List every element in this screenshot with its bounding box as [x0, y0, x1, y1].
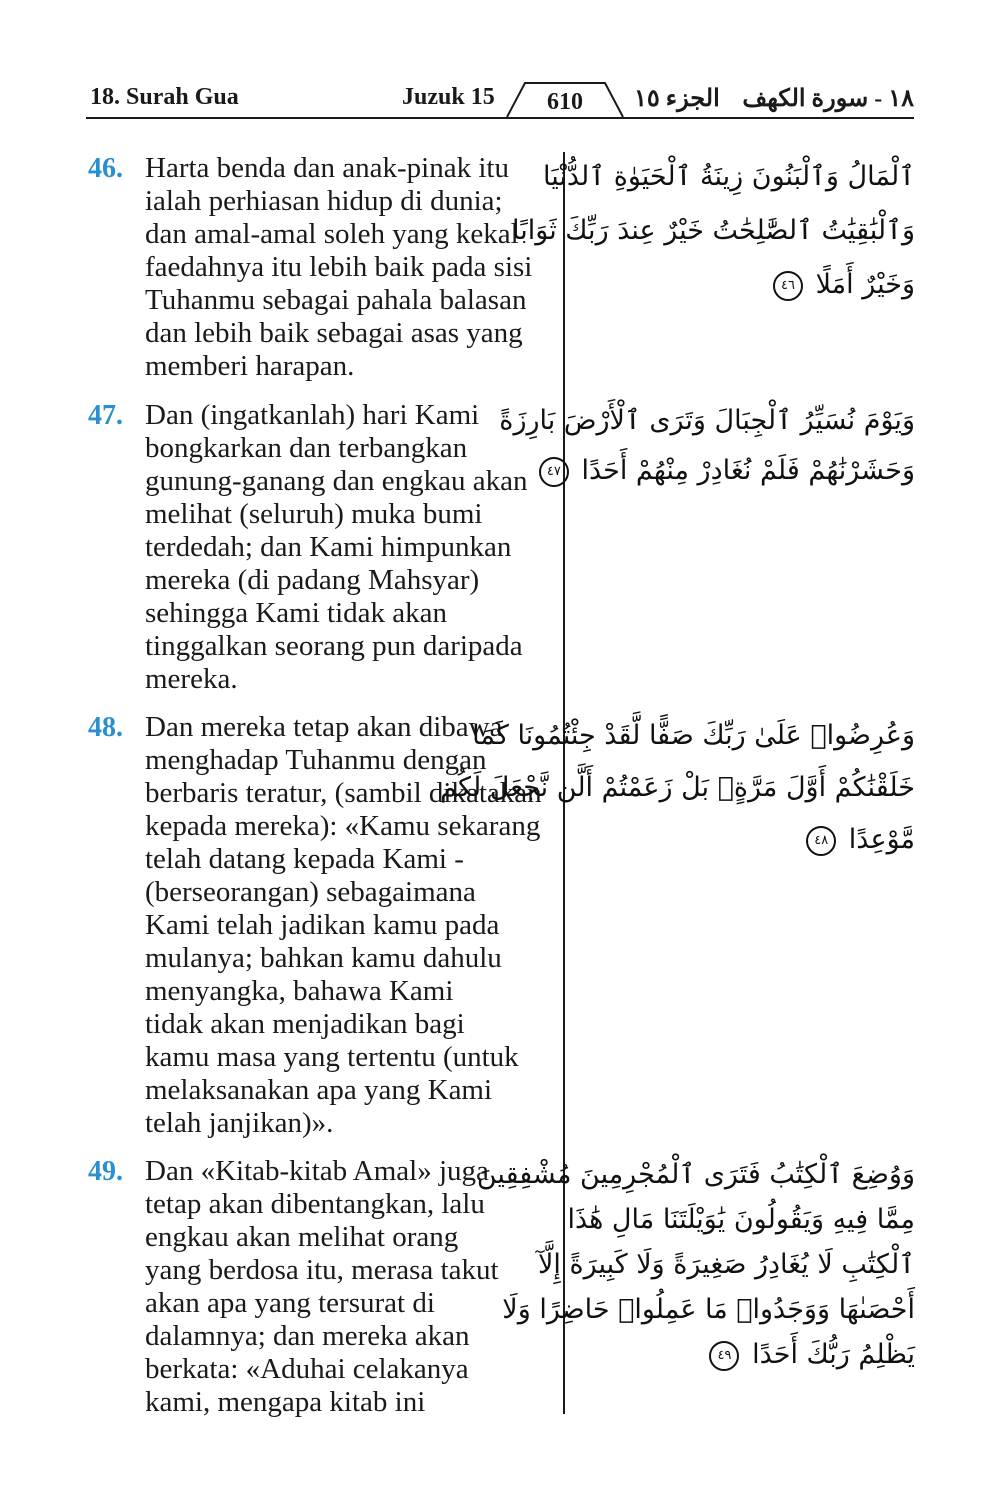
verse-line: dan amal-amal soleh yang kekal — [145, 218, 519, 250]
verse-line: tinggalkan seorang pun daripada — [145, 630, 523, 662]
arabic-line: ٱلْمَالُ وَٱلْبَنُونَ زِينَةُ ٱلْحَيَوٰةِ ٱلدُّنْيَا — [543, 161, 915, 192]
verse-number: 47. — [88, 400, 123, 431]
arabic-49 — [476, 1152, 915, 1377]
verse-line: Harta benda dan anak-pinak itu — [145, 152, 509, 184]
arabic-47 — [499, 396, 915, 496]
verse-line: telah datang kepada Kami - — [145, 843, 464, 875]
ayah-marker-icon: ٤٩ — [709, 1341, 739, 1371]
verse-line: mulanya; bahkan kamu dahulu — [145, 942, 502, 974]
verse-line: kami, mengapa kitab ini — [145, 1386, 426, 1418]
verse-line: berbaris teratur, (sambil dikatakan — [145, 777, 542, 809]
verse-number: 46. — [88, 153, 123, 184]
arabic-line: خَلَقْنَٰكُمْ أَوَّلَ مَرَّةٍۭ بَلْ زَعَمْتُمْ أَلَّن نَّجْعَلَ لَكُم — [440, 772, 915, 803]
arabic-line: وَوُضِعَ ٱلْكِتَٰبُ فَتَرَى ٱلْمُجْرِمِينَ مُشْفِقِينَ — [476, 1159, 915, 1190]
ayah-marker-icon: ٤٧ — [539, 457, 569, 487]
arabic-line — [585, 258, 915, 312]
arabic-line-text: مَّوْعِدًا — [848, 824, 915, 855]
verse-line: telah janjikan)». — [145, 1107, 334, 1139]
verse-line: terdedah; dan Kami himpunkan — [145, 531, 512, 563]
juz-label: Juzuk 15 — [402, 84, 495, 110]
page-header — [0, 0, 1000, 130]
verse-line: faedahnya itu lebih baik pada sisi — [145, 251, 533, 283]
verse-line: memberi harapan. — [145, 350, 355, 382]
verse-line: Dan mereka tetap akan dibawa — [145, 711, 503, 743]
arabic-line: ٱلْكِتَٰبِ لَا يُغَادِرُ صَغِيرَةً وَلَا كَبِيرَةً إِلَّآ — [537, 1249, 915, 1280]
verse-line: Dan (ingatkanlah) hari Kami — [145, 399, 480, 431]
verse-line: akan apa yang tersurat di — [145, 1287, 435, 1319]
verse-line: mereka. — [145, 663, 238, 695]
arabic-line — [585, 814, 915, 866]
arabic-line: وَعُرِضُوا۟ عَلَىٰ رَبِّكَ صَفًّا لَّقَدْ جِئْتُمُونَا كَمَا — [472, 720, 915, 751]
verse-number: 49. — [88, 1156, 123, 1187]
arabic-line: أَحْصَىٰهَا وَوَجَدُوا۟ مَا عَمِلُوا۟ حَاضِرًا وَلَا — [502, 1294, 915, 1325]
arabic-line-text: وَحَشَرْنَٰهُمْ فَلَمْ نُغَادِرْ مِنْهُمْ أَحَدًا — [581, 455, 915, 486]
page-number: 610 — [547, 89, 583, 115]
verse-line: (berseorangan) sebagaimana — [145, 876, 476, 908]
arabic-46 — [512, 150, 915, 312]
verse-line: sehingga Kami tidak akan — [145, 597, 447, 629]
verse-line: dan lebih baik sebagai asas yang — [145, 317, 523, 349]
arabic-line: مِمَّا فِيهِ وَيَقُولُونَ يَٰوَيْلَتَنَا مَالِ هَٰذَا — [567, 1204, 915, 1235]
verse-text — [145, 152, 565, 383]
verse-line: melihat (seluruh) muka bumi — [145, 498, 483, 530]
arabic-line-text: يَظْلِمُ رَبُّكَ أَحَدًا — [752, 1339, 915, 1370]
arabic-line-text: وَخَيْرٌ أَمَلًا — [815, 269, 915, 300]
arabic-48 — [440, 710, 915, 866]
verse-line: bongkarkan dan terbangkan — [145, 432, 468, 464]
verse-line: menghadap Tuhanmu dengan — [145, 744, 487, 776]
ayah-marker-icon: ٤٨ — [806, 826, 836, 856]
header-rule — [86, 117, 914, 119]
verse-line: Kami telah jadikan kamu pada — [145, 909, 500, 941]
verse-line: tetap akan dibentangkan, lalu — [145, 1188, 485, 1220]
verse-line: mereka (di padang Mahsyar) — [145, 564, 480, 596]
ayah-marker-icon: ٤٦ — [773, 271, 803, 301]
verse-line: yang berdosa itu, merasa takut — [145, 1254, 499, 1286]
verse-line: kamu masa yang tertentu (untuk — [145, 1041, 519, 1073]
verse-line: melaksanakan apa yang Kami — [145, 1074, 493, 1106]
verse-line: berkata: «Aduhai celakanya — [145, 1353, 469, 1385]
surah-label: 18. Surah Gua — [90, 84, 239, 110]
arabic-line: وَٱلْبَٰقِيَٰتُ ٱلصَّٰلِحَٰتُ خَيْرٌ عِندَ رَبِّكَ ثَوَابًا — [512, 215, 915, 246]
arabic-line: وَيَوْمَ نُسَيِّرُ ٱلْجِبَالَ وَتَرَى ٱلْأَرْضَ بَارِزَةً — [499, 405, 915, 436]
juz-arabic: الجزء ١٥ — [634, 86, 720, 112]
verse-line: menyangka, bahawa Kami — [145, 975, 454, 1007]
verse-line: ialah perhiasan hidup di dunia; — [145, 185, 503, 217]
arabic-line — [546, 446, 915, 496]
verse-number: 48. — [88, 712, 123, 743]
verse-line: kepada mereka): «Kamu sekarang — [145, 810, 541, 842]
arabic-line — [585, 1332, 915, 1377]
verse-line: Dan «Kitab-kitab Amal» juga — [145, 1155, 489, 1187]
verse-line: tidak akan menjadikan bagi — [145, 1008, 465, 1040]
page-number-tab — [505, 79, 625, 119]
verse-line: gunung-ganang dan engkau akan — [145, 465, 528, 497]
verse-line: dalamnya; dan mereka akan — [145, 1320, 470, 1352]
verse-line: Tuhanmu sebagai pahala balasan — [145, 284, 527, 316]
surah-arabic: ١٨ - سورة الكهف — [742, 86, 914, 112]
verse-line: engkau akan melihat orang — [145, 1221, 459, 1253]
